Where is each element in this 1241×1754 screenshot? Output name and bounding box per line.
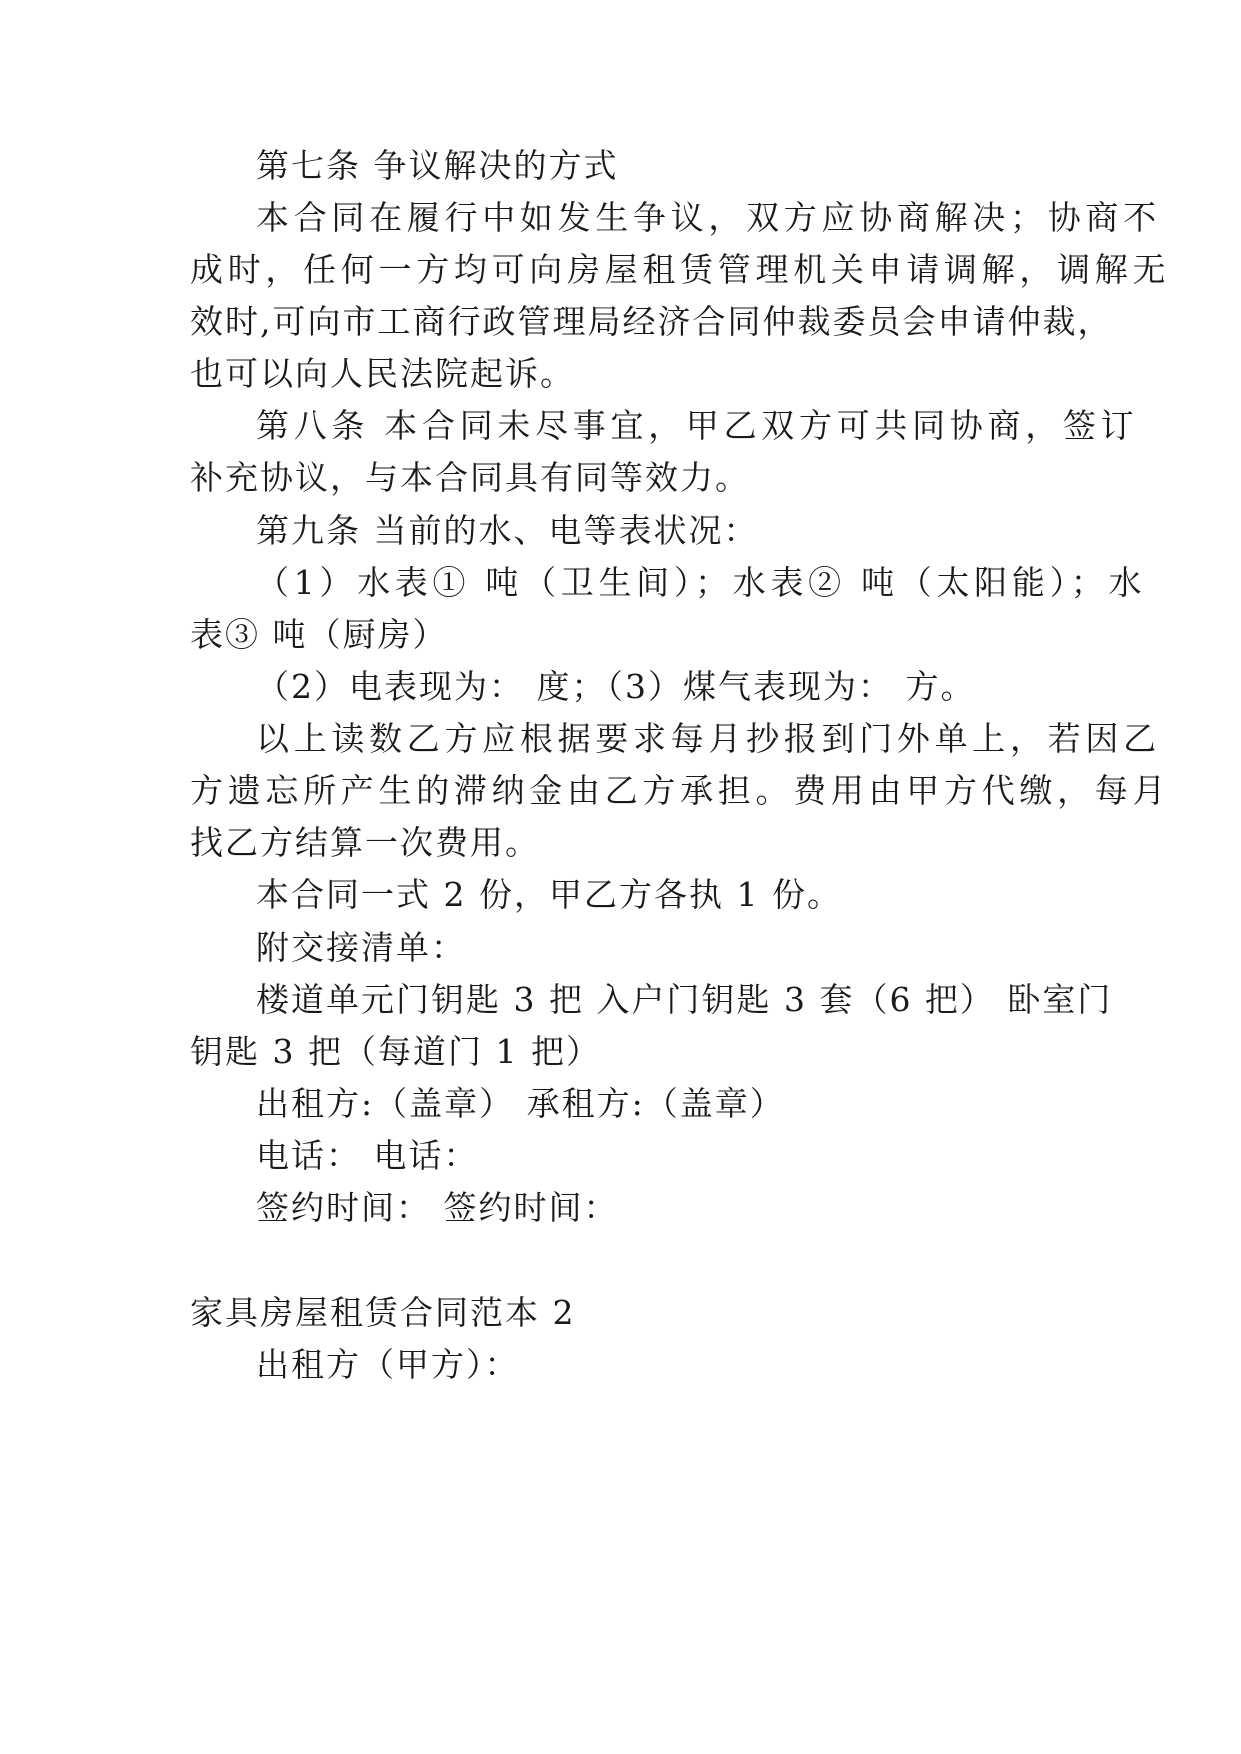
water-meter-line-1: （1）水表① 吨（卫生间）；水表② 吨（太阳能）；水: [256, 563, 1147, 602]
article-7-text-line-4: 也可以向人民法院起诉。: [190, 354, 575, 393]
article-8-line-2: 补充协议，与本合同具有同等效力。: [190, 458, 750, 497]
handover-list-heading: 附交接清单：: [256, 928, 466, 967]
handover-keys-line-1: 楼道单元门钥匙 3 把 入户门钥匙 3 套（6 把） 卧室门: [256, 980, 1113, 1019]
signature-phone-line: 电话： 电话：: [256, 1136, 479, 1175]
meter-reading-line-1: 以上读数乙方应根据要求每月抄报到门外单上，若因乙: [256, 719, 1161, 758]
article-7-text-line-3: 效时,可向市工商行政管理局经济合同仲裁委员会申请仲裁，: [190, 302, 1113, 341]
signature-parties-line: 出租方:（盖章） 承租方:（盖章）: [256, 1084, 785, 1123]
article-8-line-1: 第八条 本合同未尽事宜，甲乙双方可共同协商，签订: [256, 406, 1139, 445]
article-7-text-line-1: 本合同在履行中如发生争议，双方应协商解决；协商不: [256, 198, 1161, 237]
article-7-heading: 第七条 争议解决的方式: [256, 146, 619, 185]
lessor-party-line: 出租方（甲方）：: [256, 1345, 520, 1384]
template-2-title: 家具房屋租赁合同范本 2: [190, 1293, 576, 1332]
meter-reading-line-3: 找乙方结算一次费用。: [190, 823, 540, 862]
article-7-text-line-2: 成时，任何一方均可向房屋租赁管理机关申请调解，调解无: [190, 250, 1171, 289]
handover-keys-line-2: 钥匙 3 把（每道门 1 把）: [190, 1032, 601, 1071]
meter-reading-line-2: 方遗忘所产生的滞纳金由乙方承担。费用由甲方代缴，每月: [190, 771, 1171, 810]
electric-gas-meter-line: （2）电表现为： 度；（3）煤气表现为： 方。: [256, 667, 976, 706]
article-9-heading: 第九条 当前的水、电等表状况：: [256, 511, 759, 550]
copies-line: 本合同一式 2 份，甲乙方各执 1 份。: [256, 875, 842, 914]
water-meter-line-2: 表③ 吨（厨房）: [190, 615, 448, 654]
signature-date-line: 签约时间： 签约时间：: [256, 1188, 619, 1227]
